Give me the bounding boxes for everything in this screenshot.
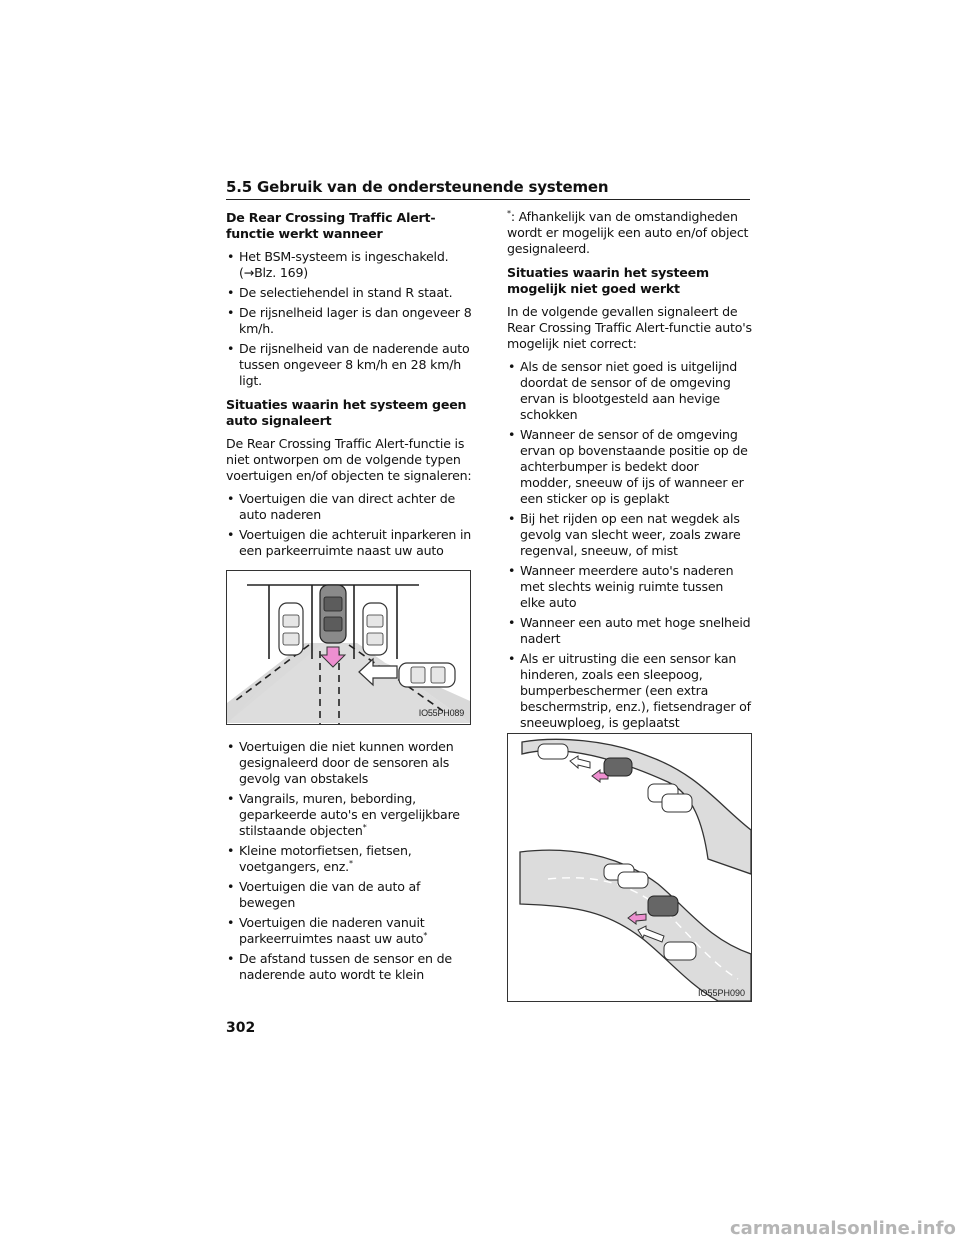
own-car [320,585,346,643]
parked-car-right [363,603,387,655]
list-item: • Kleine motorfietsen, fietsen, voetgangers, enz.* [227,843,412,874]
right-column [507,209,752,735]
list-item: • De rijsnelheid van de naderende auto tussen ongeveer 8 km/h en 28 km/h ligt. [227,341,470,388]
list-item: • Voertuigen die van de auto af bewegen [227,879,421,910]
lower-car-white [664,942,696,960]
list-item: • Wanneer de sensor of de omgeving ervan op bovenstaande positie op de achterbumper is bedekt door modder, sneeuw of ijs of wanneer er een sticker op is geplakt [508,427,748,506]
heading-works-when: De Rear Crossing Traffic Alert-functie werkt wanneer [226,210,436,241]
bullet-list-works-when [226,249,476,389]
upper-car-dark [604,758,632,776]
approaching-car [399,663,455,687]
list-item: • Wanneer een auto met hoge snelheid nadert [508,615,751,646]
bullet-list-may-not-work [507,359,752,731]
lower-car-dark [648,896,678,916]
figure-parking-illustration [226,570,471,725]
list-item: • Voertuigen die naderen vanuit parkeerruimtes naast uw auto* [227,915,428,946]
heading-no-detection: Situaties waarin het systeem geen auto signaleert [226,397,467,428]
parking-illustration [227,571,470,724]
figure-label: IO55PH089 [418,708,464,718]
bullet-list-undetectable [226,739,476,983]
heading-may-not-work: Situaties waarin het systeem mogelijk niet goed werkt [507,265,709,296]
paragraph-may-not-work: In de volgende gevallen signaleert de Rear Crossing Traffic Alert-functie auto's mogelijk niet correct: [507,304,752,351]
list-item: • Vangrails, muren, bebording, geparkeerde auto's en vergelijkbare stilstaande objecten* [227,791,460,838]
list-item: • De afstand tussen de sensor en de naderende auto wordt te klein [227,951,452,982]
upper-car-white [538,744,568,759]
list-item: • De rijsnelheid lager is dan ongeveer 8 km/h. [227,305,472,336]
list-item: • Voertuigen die achteruit inparkeren in een parkeerruimte naast uw auto [227,527,472,558]
list-item: • Wanneer meerdere auto's naderen met slechts weinig ruimte tussen elke auto [508,563,734,610]
watermark: carmanualsonline.info [730,1218,956,1239]
list-item: • Als er uitrusting die een sensor kan hinderen, zoals een sleepoog, bumperbeschermer (een extra beschermstrip, enz.), fietsendrager of sneeuwploeg, is geplaatst [508,651,751,730]
figure-road-illustration [507,733,752,1002]
list-item: • Voertuigen die van direct achter de auto naderen [227,491,456,522]
list-item: • Het BSM-systeem is ingeschakeld. (→Blz. 169) [227,249,449,280]
list-item: • Voertuigen die niet kunnen worden gesignaleerd door de sensoren als gevolg van obstakels [227,739,454,786]
footnote: *: Afhankelijk van de omstandigheden wordt er mogelijk een auto en/of object gesignaleerd. [507,209,749,256]
bullet-list-no-detection [226,491,476,559]
list-item: • Bij het rijden op een nat wegdek als gevolg van slecht weer, zoals zware regenval, sneeuw, of mist [508,511,741,558]
left-column [226,210,476,987]
list-item: • De selectiehendel in stand R staat. [227,285,453,300]
section-rule [226,199,750,200]
paragraph-no-detection: De Rear Crossing Traffic Alert-functie is niet ontworpen om de volgende typen voertuigen en/of objecten te signaleren: [226,436,472,483]
list-item: • Als de sensor niet goed is uitgelijnd doordat de sensor of de omgeving ervan is blootgesteld aan hevige schokken [508,359,738,422]
road-illustration [508,734,751,1001]
parked-car-left [279,603,303,655]
figure-label: IO55PH090 [697,988,745,998]
upper-white-arrow [570,756,590,768]
page-number: 302 [226,1020,256,1036]
section-header: 5.5 Gebruik van de ondersteunende systemen [226,178,609,196]
